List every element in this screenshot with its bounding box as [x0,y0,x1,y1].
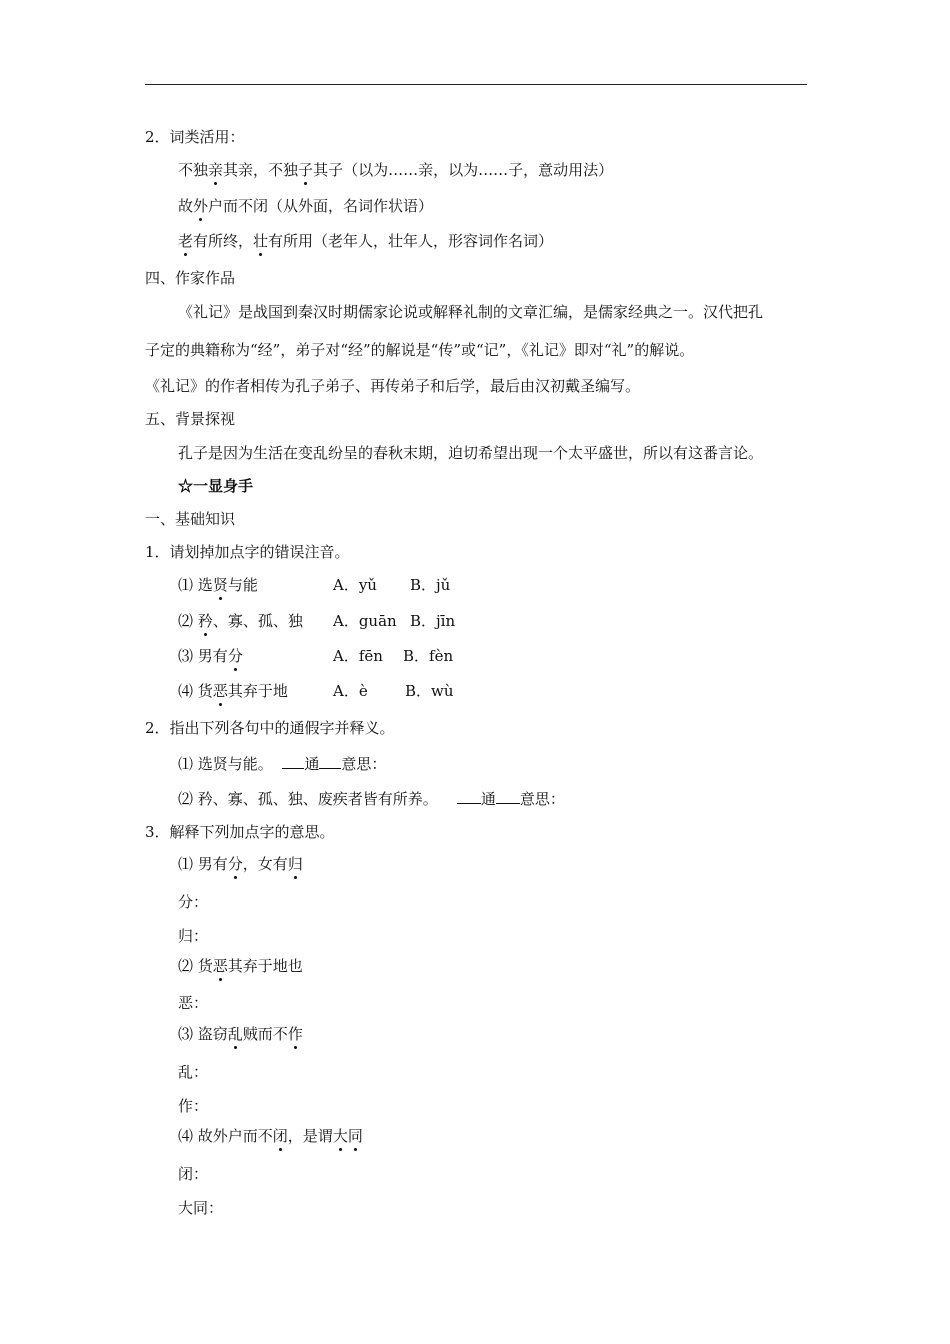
question-1-prompt: 1．请划掉加点字的错误注音。 [145,543,350,561]
answer-blank[interactable] [457,788,481,804]
dotted-char: 同 [347,1127,363,1145]
q1-item-2-option-a[interactable]: A．guān [333,612,397,630]
q3-sentence-3: ⑶ 盗窃乱贼而不作 [178,1025,303,1043]
q3-answer-datong[interactable]: 大同： [178,1199,224,1217]
q3-sentence-4: ⑷ 故外户而不闭，是谓大同 [178,1127,363,1145]
author-paragraph-line-2: 子定的典籍称为“经”，弟子对“经”的解说是“传”或“记”，《礼记》即对“礼”的解说。 [145,341,695,359]
dotted-char: 壮 [253,232,269,250]
dotted-char: 外 [193,197,209,215]
q3-answer-luan[interactable]: 乱： [178,1063,209,1081]
section-heading-word-usage: 2．词类活用： [145,128,245,146]
dotted-char: 矜 [197,612,213,630]
q1-item-3: ⑶ 男有分 [178,647,243,665]
q1-item-4-option-a[interactable]: A．è [333,682,368,700]
usage-line-3: 老有所终，壮有所用（老年人，壮年人，形容词作名词） [178,232,554,250]
dotted-char: 恶 [212,682,228,700]
dotted-char: 乱 [227,1025,243,1043]
question-2-prompt: 2．指出下列各句中的通假字并释义。 [145,719,395,737]
answer-blank[interactable] [319,753,341,769]
dotted-char: 贤 [212,576,228,594]
q1-item-1: ⑴ 选贤与能 [178,576,258,594]
q3-answer-fen[interactable]: 分： [178,893,209,911]
q3-answer-zuo[interactable]: 作： [178,1097,209,1115]
q2-item-1: ⑴ 选贤与能。 通 意思： [178,755,387,773]
practice-title: ☆一显身手 [178,477,254,495]
dotted-char: 分 [227,647,243,665]
answer-blank[interactable] [496,788,520,804]
question-3-prompt: 3．解释下列加点字的意思。 [145,823,335,841]
section-heading-basics: 一、基础知识 [145,510,236,528]
section-heading-author: 四、作家作品 [145,269,236,287]
q1-item-3-option-a[interactable]: A．fēn [333,647,383,665]
answer-blank[interactable] [282,753,304,769]
q3-answer-bi[interactable]: 闭： [178,1165,209,1183]
q3-sentence-1: ⑴ 男有分，女有归 [178,855,303,873]
author-paragraph-line-1: 《礼记》是战国到秦汉时期儒家论说或解释礼制的文章汇编，是儒家经典之一。汉代把孔 [178,303,764,321]
usage-line-2: 故外户而不闭（从外面，名词作状语） [178,197,434,215]
q1-item-2-option-b[interactable]: B．jīn [410,612,456,630]
q2-item-2: ⑵ 矜、寡、孤、独、废疾者皆有所养。 通 意思： [178,790,565,808]
dotted-char: 闭 [272,1127,288,1145]
header-rule [145,84,807,85]
section-heading-background: 五、背景探视 [145,410,236,428]
q3-answer-e[interactable]: 恶： [178,994,209,1012]
q1-item-4-option-b[interactable]: B．wù [405,682,454,700]
dotted-char: 子 [298,161,314,179]
dotted-char: 老 [178,232,194,250]
background-paragraph: 孔子是因为生活在变乱纷呈的春秋末期，迫切希望出现一个太平盛世，所以有这番言论。 [178,444,764,462]
dotted-char: 归 [287,855,303,873]
dotted-char: 恶 [212,957,228,975]
dotted-char: 分 [227,855,243,873]
dotted-char: 大 [332,1127,348,1145]
q3-sentence-2: ⑵ 货恶其弃于地也 [178,957,303,975]
q3-answer-gui[interactable]: 归： [178,927,209,945]
q1-item-2: ⑵ 矜、寡、孤、独 [178,612,303,630]
q1-item-1-option-b[interactable]: B．jǔ [410,576,451,594]
q1-item-4: ⑷ 货恶其弃于地 [178,682,288,700]
dotted-char: 亲 [208,161,224,179]
dotted-char: 作 [287,1025,303,1043]
author-paragraph-line-3: 《礼记》的作者相传为孔子弟子、再传弟子和后学，最后由汉初戴圣编写。 [145,377,641,395]
q1-item-1-option-a[interactable]: A．yǔ [333,576,377,594]
usage-line-1: 不独亲其亲，不独子其子（以为……亲，以为……子，意动用法） [178,161,614,179]
q1-item-3-option-b[interactable]: B．fèn [403,647,454,665]
